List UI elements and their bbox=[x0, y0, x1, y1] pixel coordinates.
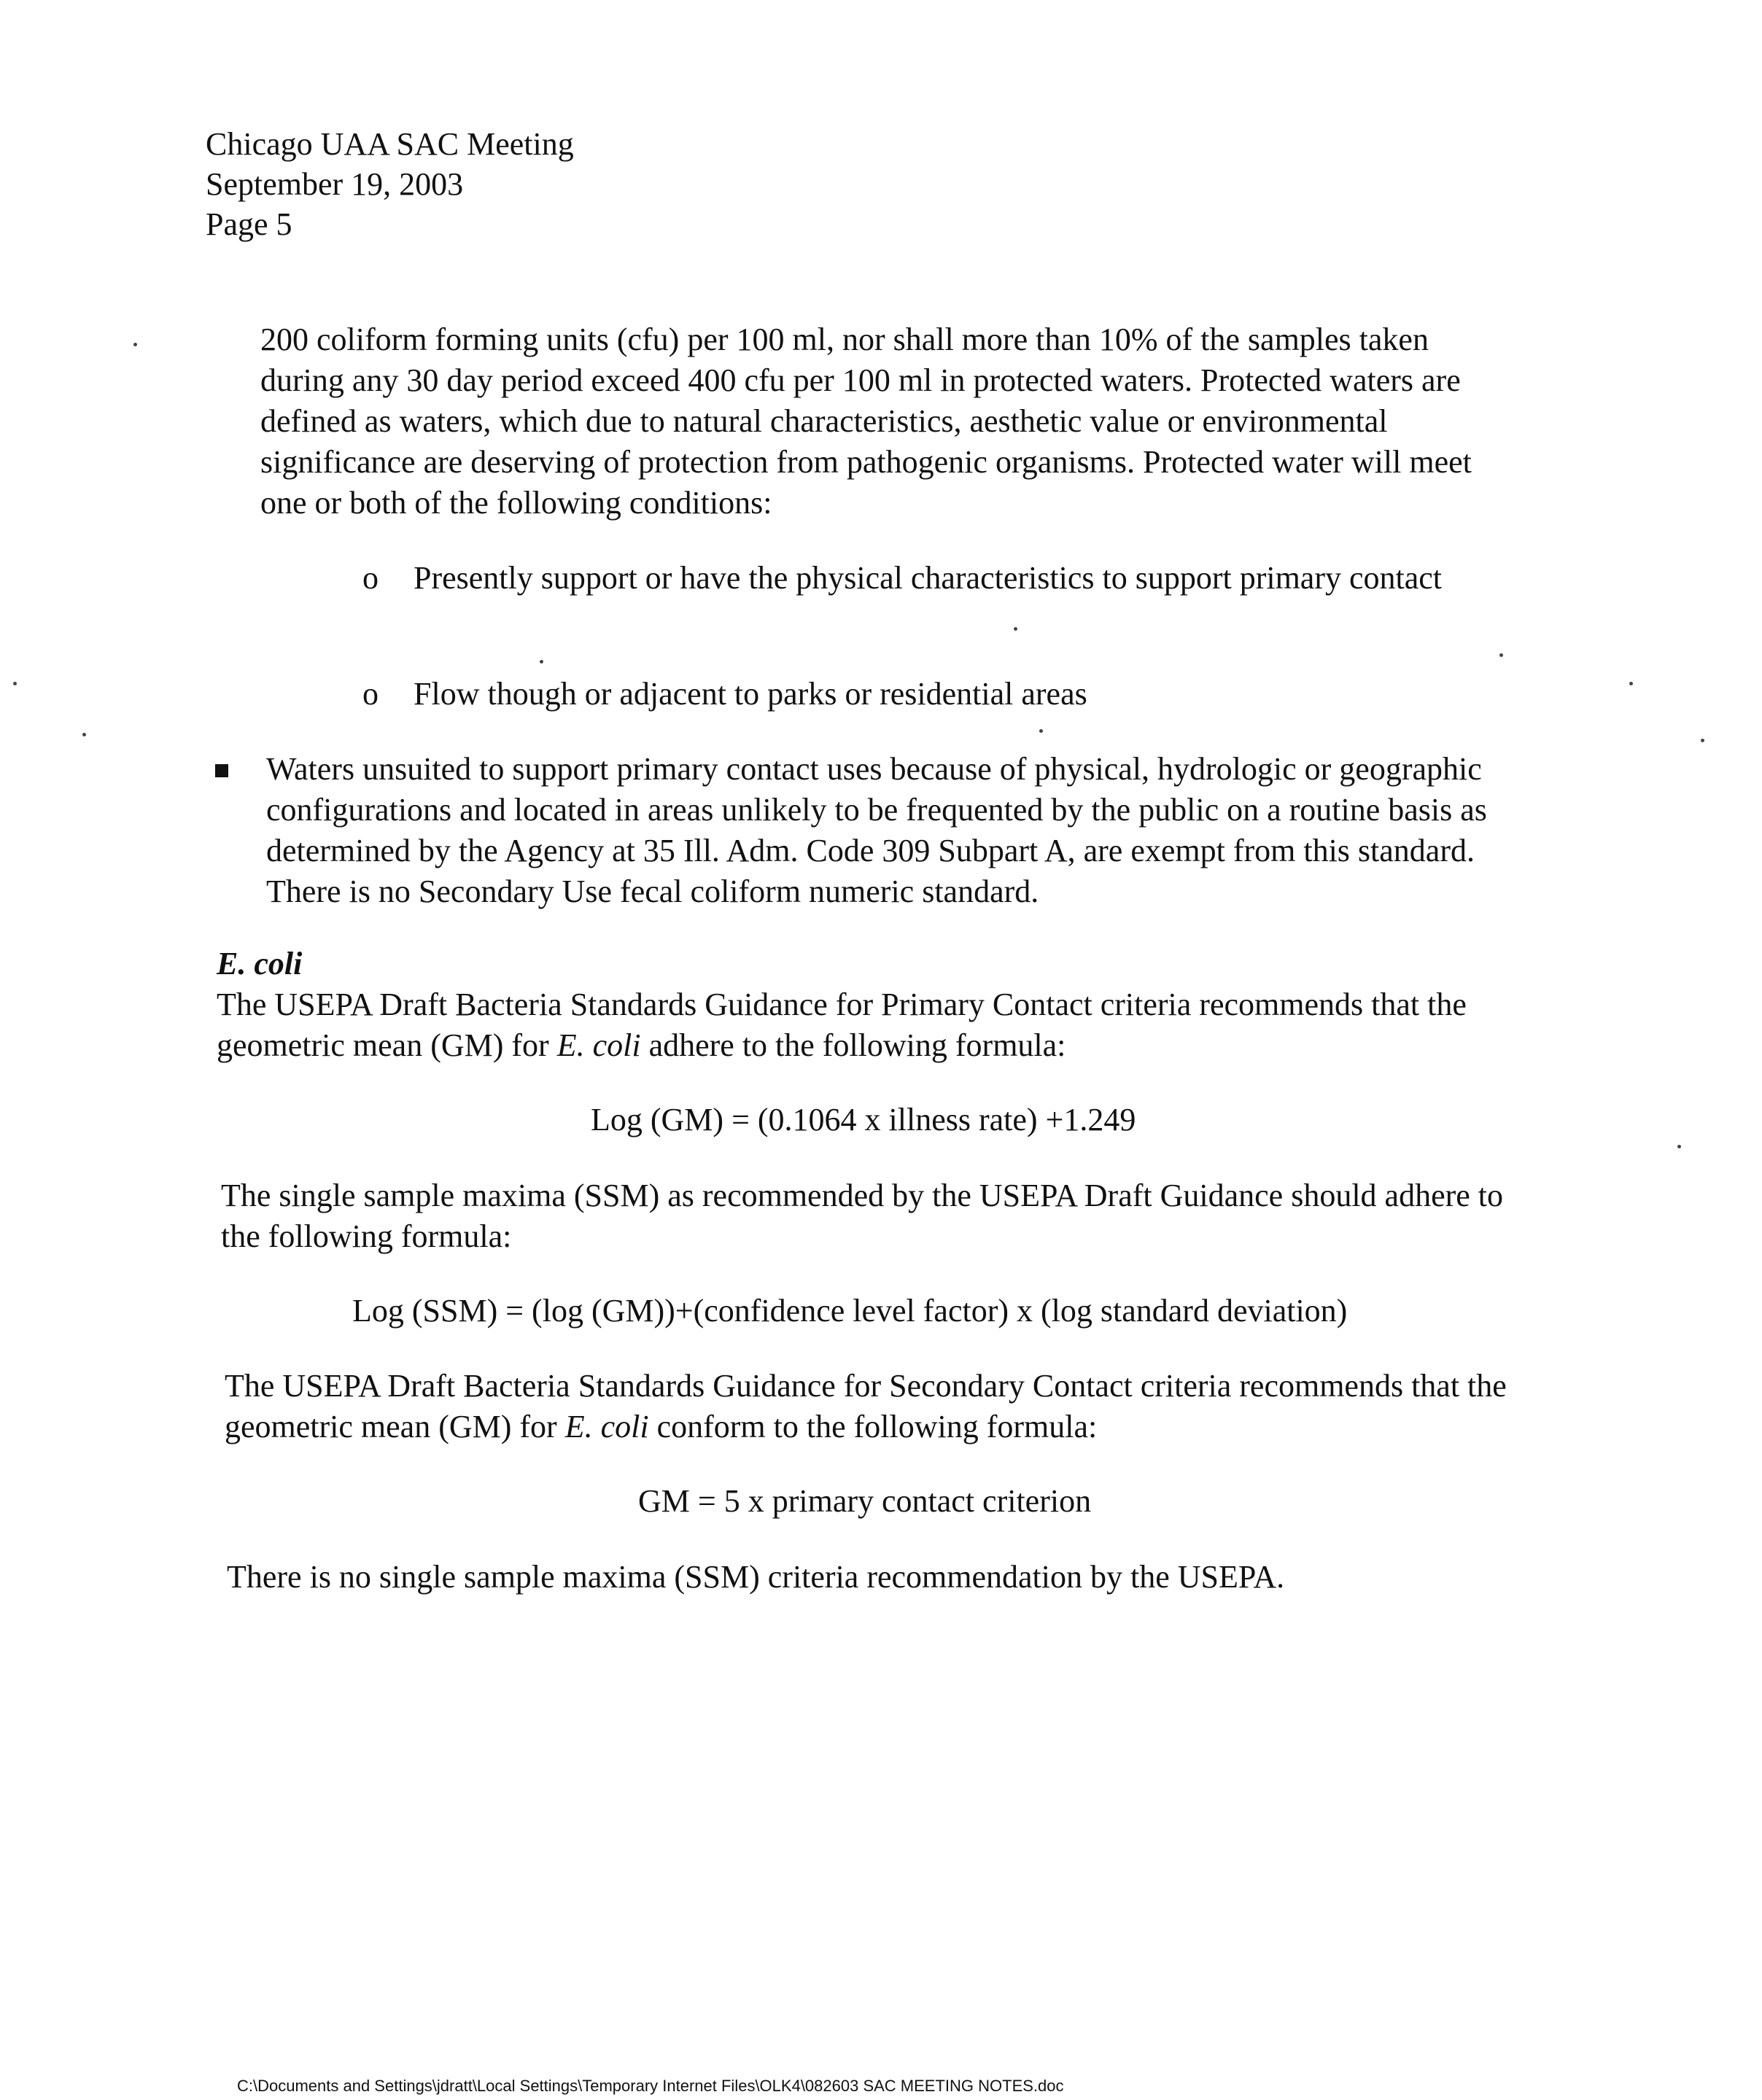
paragraph-secondary-contact bbox=[225, 1366, 1537, 1447]
scan-speck bbox=[1629, 682, 1633, 685]
formula-single-sample-maxima: Log (SSM) = (log (GM))+(confidence level factor) x (log standard deviation) bbox=[352, 1293, 1348, 1329]
bullet-list-item-text: Waters unsuited to support primary contact uses because of physical, hydrologic or geographic configurations and located in areas unlikely to be frequented by the public on a routine basis as determined by the Agency at 35 Ill. Adm. Code 309 Subpart A, are exempt from this standard. There is no Secondary Use fecal coliform numeric standard. bbox=[266, 751, 1487, 909]
scan-speck bbox=[1014, 627, 1017, 631]
paragraph-text: The single sample maxima (SSM) as recommended by the USEPA Draft Guidance should adhere to the following formula: bbox=[221, 1178, 1504, 1254]
square-bullet-icon bbox=[215, 749, 266, 912]
paragraph-no-ssm bbox=[227, 1557, 1540, 1598]
scan-speck bbox=[540, 660, 543, 664]
paragraph-text: The USEPA Draft Bacteria Standards Guidance for Secondary Contact criteria recommends that the geometric mean (GM) for bbox=[225, 1368, 1507, 1444]
paragraph-text: The USEPA Draft Bacteria Standards Guidance for Primary Contact criteria recommends that the geometric mean (GM) for bbox=[217, 987, 1467, 1063]
paragraph-single-sample-maxima bbox=[221, 1175, 1534, 1257]
header-meeting-title: Chicago UAA SAC Meeting bbox=[206, 126, 574, 162]
circle-bullet-icon: o bbox=[362, 676, 379, 712]
sub-list-item-text: Presently support or have the physical characteristics to support primary contact bbox=[414, 560, 1443, 596]
species-name: E. coli bbox=[556, 1027, 641, 1063]
sub-list-item-text: Flow though or adjacent to parks or residential areas bbox=[414, 676, 1087, 712]
scan-speck bbox=[1039, 729, 1043, 733]
paragraph-text: There is no single sample maxima (SSM) criteria recommendation by the USEPA. bbox=[227, 1559, 1285, 1595]
paragraph-text: adhere to the following formula: bbox=[640, 1027, 1066, 1063]
scan-speck bbox=[13, 682, 17, 685]
scan-speck bbox=[133, 343, 137, 346]
file-path-footer: C:\Documents and Settings\jdratt\Local Settings\Temporary Internet Files\OLK4\082603 SAC MEETING NOTES.doc bbox=[237, 2077, 1064, 2095]
document-header bbox=[206, 124, 574, 244]
paragraph-text: 200 coliform forming units (cfu) per 100 ml, nor shall more than 10% of the samples taken during any 30 day period exceed 400 cfu per 100 ml in protected waters. Protected waters are defined as waters, which due to natural characteristics, aesthetic value or environmental significance are deserving of protection from pathogenic organisms. Protected water will meet one or both of the following conditions: bbox=[260, 322, 1472, 521]
scan-speck bbox=[1677, 1145, 1681, 1148]
bullet-list-item bbox=[215, 749, 1521, 912]
scan-speck bbox=[1701, 739, 1704, 742]
header-date: September 19, 2003 bbox=[206, 166, 464, 202]
circle-bullet-icon: o bbox=[362, 560, 379, 596]
species-name: E. coli bbox=[564, 1409, 649, 1444]
formula-secondary-contact: GM = 5 x primary contact criterion bbox=[638, 1483, 1092, 1519]
formula-geometric-mean: Log (GM) = (0.1064 x illness rate) +1.249 bbox=[591, 1102, 1136, 1138]
paragraph-text: conform to the following formula: bbox=[648, 1409, 1098, 1444]
paragraph-primary-contact bbox=[217, 984, 1529, 1066]
header-page-number: Page 5 bbox=[206, 206, 292, 242]
sub-list-item bbox=[362, 674, 1456, 715]
sub-list-item bbox=[362, 558, 1456, 599]
paragraph-protected-waters bbox=[260, 319, 1515, 524]
scan-speck bbox=[82, 733, 86, 736]
scan-speck bbox=[1499, 653, 1503, 657]
section-heading-ecoli: E. coli bbox=[217, 946, 303, 981]
